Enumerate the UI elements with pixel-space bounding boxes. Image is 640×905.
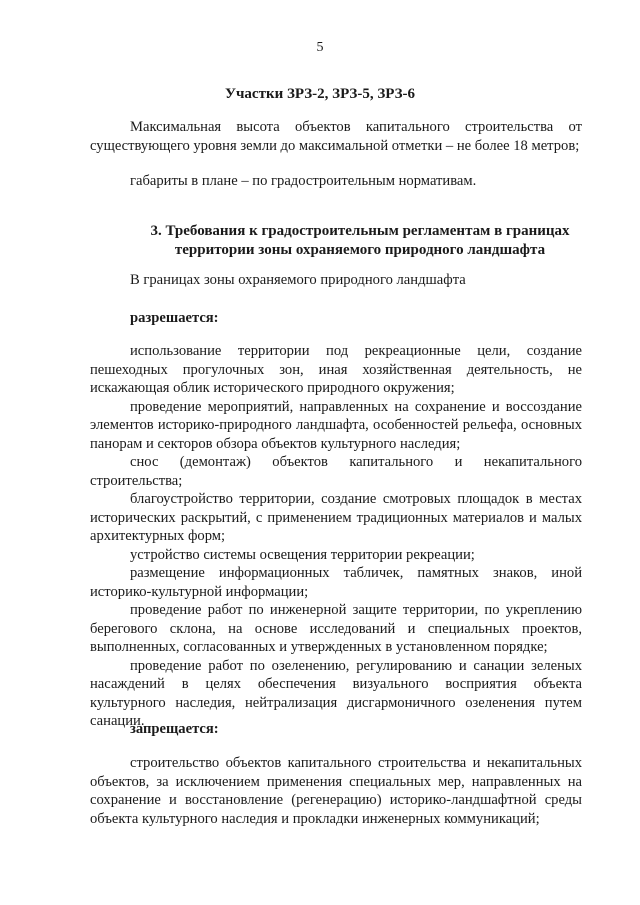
allowed-item: использование территории под рекреационные цели, создание пешеходных прогулочных зон, иная хозяйственная деятельность, не искажающая облик исторического природного окружения;: [90, 343, 582, 396]
allowed-label-block: [90, 309, 582, 328]
allowed-item: благоустройство территории, создание смотровых площадок в местах исторических раскрытий, с применением традиционных материалов и малых архитектурных форм;: [90, 491, 582, 544]
forbidden-list: [90, 754, 582, 828]
allowed-item: снос (демонтаж) объектов капитального и некапитального строительства;: [90, 454, 582, 489]
allowed-item: размещение информационных табличек, памятных знаков, иной историко-культурной информации;: [90, 565, 582, 600]
zones-paragraph-1: [90, 118, 582, 155]
allowed-label: разрешается:: [130, 310, 219, 326]
section-title: 3. Требования к градостроительным регламентам в границах территории зоны охраняемого природного ландшафта: [150, 223, 570, 258]
zones-text-1: Максимальная высота объектов капитального строительства от существующего уровня земли до максимальной отметки – не более 18 метров;: [90, 119, 582, 154]
zones-heading: Участки ЗРЗ-2, ЗРЗ-5, ЗРЗ-6: [224, 86, 416, 102]
zones-text-2: габариты в плане – по градостроительным нормативам.: [130, 173, 477, 189]
allowed-item: проведение работ по озеленению, регулированию и санации зеленых насаждений в целях обеспечения визуального восприятия объекта культурного наследия, нейтрализация дисгармоничного озеленения путем санации.: [90, 657, 582, 729]
zones-paragraph-2: [90, 172, 582, 191]
forbidden-label-block: [90, 720, 582, 739]
intro-text: В границах зоны охраняемого природного ландшафта: [130, 272, 466, 288]
allowed-item: проведение работ по инженерной защите территории, по укреплению берегового склона, на основе исследований и специальных проектов, выполненных, согласованных и утвержденных в установленном порядке;: [90, 602, 582, 655]
allowed-item: проведение мероприятий, направленных на сохранение и воссоздание элементов историко-природного ландшафта, особенностей рельефа, основных панорам и секторов обзора объектов культурного наследия;: [90, 398, 582, 452]
intro-paragraph: [90, 271, 582, 290]
forbidden-label: запрещается:: [130, 721, 219, 737]
allowed-list: [90, 342, 582, 731]
page-number: 5: [316, 40, 324, 55]
forbidden-item: строительство объектов капитального строительства и некапитальных объектов, за исключением применения специальных мер, направленных на сохранение и восстановление (регенерацию) историко-ландшафтной среды объекта культурного наследия и прокладки инженерных коммуникаций;: [90, 755, 582, 827]
allowed-item: устройство системы освещения территории рекреации;: [130, 546, 475, 563]
